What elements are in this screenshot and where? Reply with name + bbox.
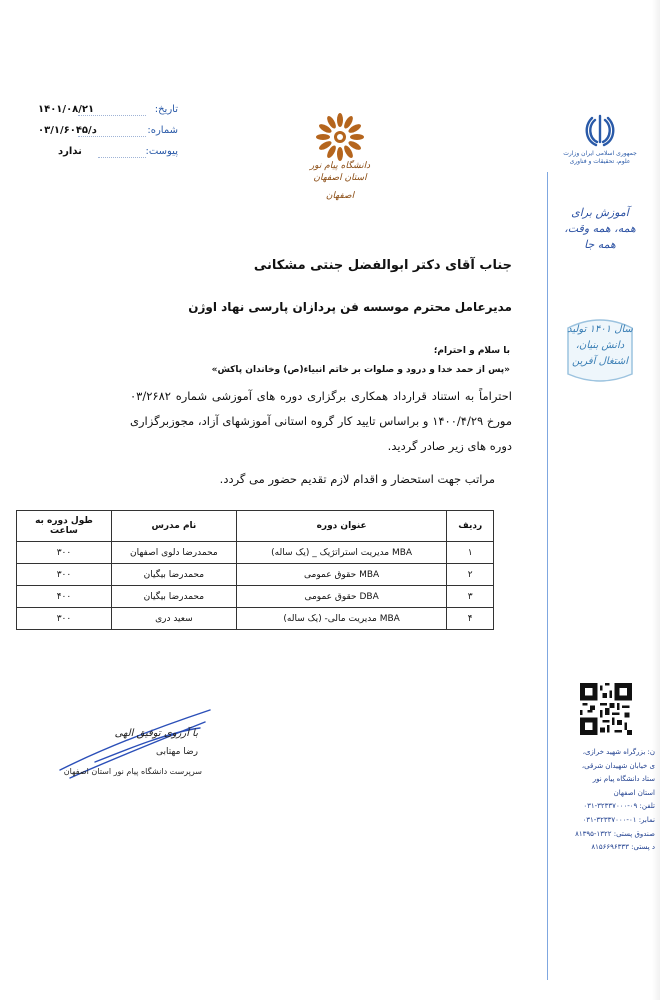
- row-number: ۱: [447, 542, 494, 564]
- iran-emblem-icon: [584, 112, 616, 148]
- row-number: ۴: [447, 608, 494, 630]
- university-logo-icon: [315, 112, 365, 162]
- letter-closing: مراتب جهت استحضار و اقدام لازم تقدیم حضور می گردد.: [219, 472, 495, 486]
- number-row: [38, 125, 178, 146]
- addressee-title: مدیرعامل محترم موسسه فن پردازان پارسی نهاد اوژن: [188, 300, 512, 314]
- blessing: «پس از حمد خدا و درود و صلوات بر خاتم انبیاء(ص) وخاندان پاکش»: [211, 365, 510, 375]
- instructor: سعید دری: [111, 608, 236, 630]
- addressee: جناب آقای دکتر ابوالفضل جنتی مشکانی: [253, 258, 512, 273]
- number-value: ۰۳/۱/د/۶۰۴۵: [38, 125, 97, 136]
- right-divider: [547, 172, 548, 980]
- university-name: دانشگاه پیام نور استان اصفهان اصفهان: [309, 161, 371, 201]
- greeting: با سلام و احترام؛: [433, 346, 510, 356]
- year-badge-text: سال ۱۴۰۱ تولید دانش بنیان، اشتغال آفرین: [567, 324, 633, 367]
- table-row: [17, 564, 494, 586]
- header-row-number: ردیف: [447, 511, 494, 542]
- instructor: محمدرضا دلوی اصفهان: [111, 542, 236, 564]
- instructor: محمدرضا بیگیان: [111, 564, 236, 586]
- course-title: MBA مدیریت استراتژیک _ (یک ساله): [236, 542, 447, 564]
- slogan-text: آموزش برای همه، همه وقت، همه جا: [564, 206, 636, 251]
- duration-hours: ۳۰۰: [17, 608, 112, 630]
- course-title: MBA حقوق عمومی: [236, 564, 447, 586]
- duration-hours: ۴۰۰: [17, 586, 112, 608]
- address-line: ن: بزرگراه شهید خرازی،: [582, 748, 655, 756]
- signature-name: رضا مهتابی: [155, 747, 198, 757]
- date-value: ۱۴۰۱/۰۸/۲۱: [38, 104, 95, 115]
- fax-line: نمابر: ۰۱-۳۲۳۳۷۰۰۰-۰۳۱: [582, 815, 655, 824]
- address-line: ستاد دانشگاه پیام نور: [592, 775, 655, 784]
- header-duration: طول دوره به ساعت: [17, 511, 112, 542]
- phone-line: تلفن: ۰۹-۳۲۳۳۷۰۰۰-۰۳۱: [583, 802, 655, 811]
- qr-code-icon: [580, 683, 632, 735]
- signature-scribble-icon: [40, 700, 215, 790]
- table-row: [17, 542, 494, 564]
- instructor: محمدرضا بیگیان: [111, 586, 236, 608]
- signature-wish: با آرزوی توفیق الهی: [114, 728, 198, 739]
- number-label: شماره:: [147, 125, 178, 136]
- postal-code-line: د پستی: ۸۱۵۶۶۹۶۳۳۳: [591, 843, 655, 852]
- attachment-row: [38, 146, 178, 167]
- address-line: ی خیابان شهیدان شرقی،: [581, 761, 655, 770]
- course-title: DBA حقوق عمومی: [236, 586, 447, 608]
- letter-meta: [38, 104, 178, 167]
- date-label: تاریخ:: [154, 104, 178, 115]
- table-row: [17, 608, 494, 630]
- duration-hours: ۳۰۰: [17, 542, 112, 564]
- contact-info: [553, 746, 655, 855]
- table-header-row: [17, 511, 494, 542]
- po-box-line: صندوق پستی: ۱۳۲۲-۸۱۳۹۵: [575, 829, 655, 838]
- attachment-value: ندارد: [58, 146, 82, 157]
- row-number: ۳: [447, 586, 494, 608]
- letter-body: احتراماً به استناد قرارداد همکاری برگزاری دوره های آموزشی شماره ۰۳/۲۶۸۲ مورخ ۱۴۰۰/۴/۲۹ و براساس تایید کار گروه استانی آموزشهای آزاد، مجوزبرگزاری دوره های زیر صادر گردید.: [130, 389, 512, 453]
- header-instructor: نام مدرس: [111, 511, 236, 542]
- attachment-label: پیوست:: [145, 146, 178, 157]
- row-number: ۲: [447, 564, 494, 586]
- address-line: استان اصفهان: [613, 788, 655, 797]
- ministry-text: جمهوری اسلامی ایران وزارت علوم، تحقیقات و فناوری: [563, 150, 637, 165]
- date-row: [38, 104, 178, 125]
- courses-table: [16, 510, 494, 630]
- course-title: MBA مدیریت مالی- (یک ساله): [236, 608, 447, 630]
- duration-hours: ۳۰۰: [17, 564, 112, 586]
- signature-title: سرپرست دانشگاه پیام نور استان اصفهان: [63, 767, 202, 776]
- header-course-title: عنوان دوره: [236, 511, 447, 542]
- table-row: [17, 586, 494, 608]
